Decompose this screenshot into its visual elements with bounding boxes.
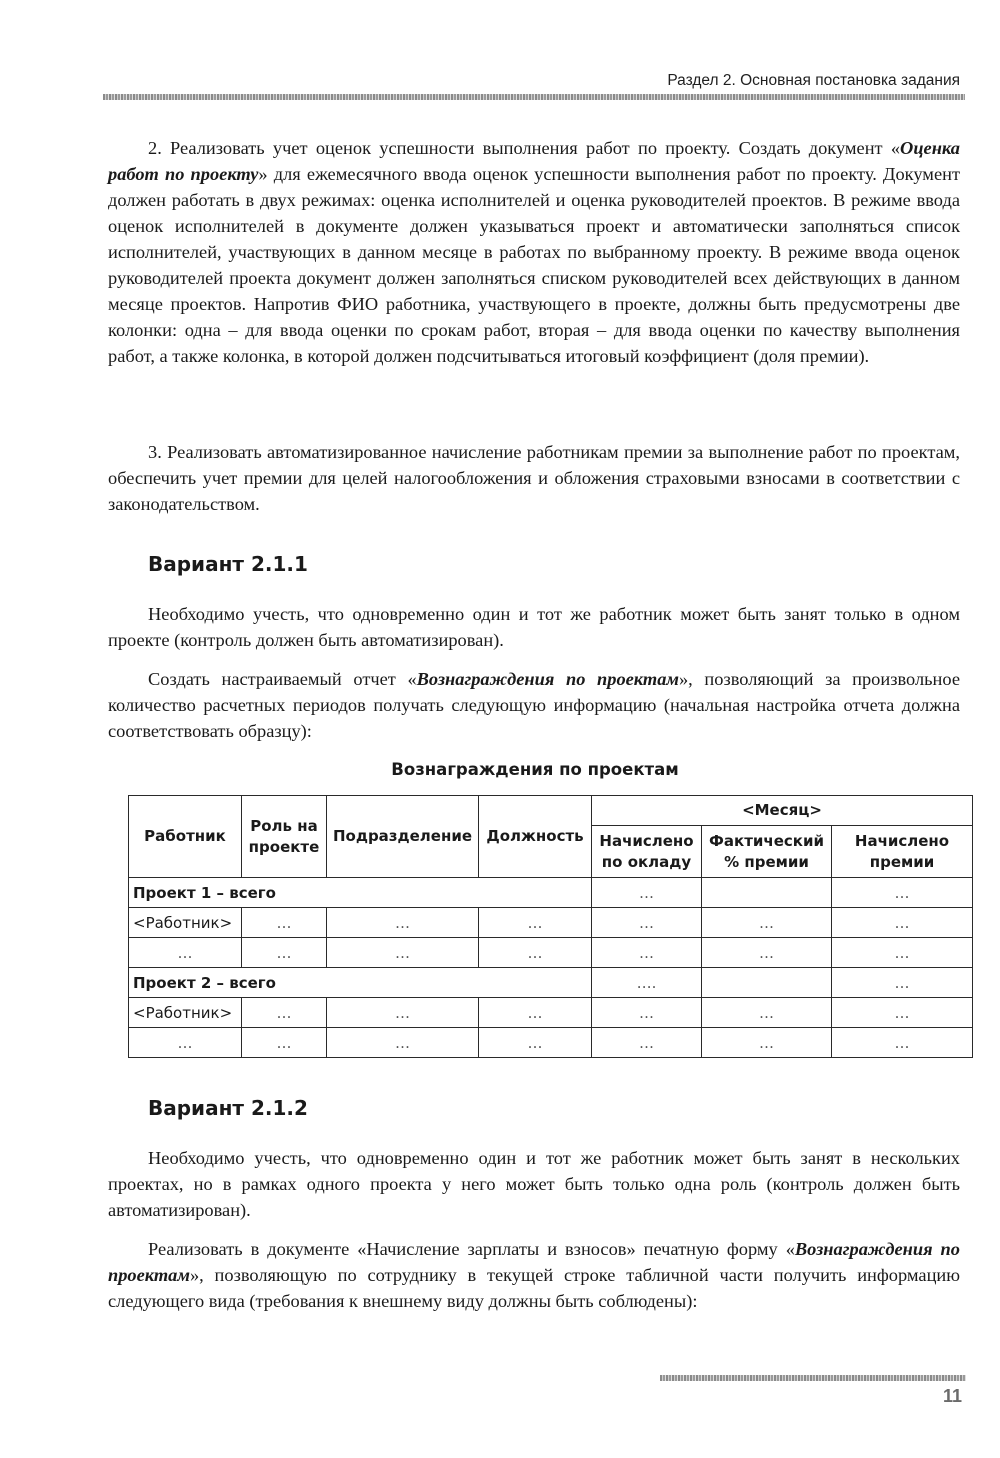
print-form-name: Вознаграждения по проектам xyxy=(108,1239,960,1285)
header-rule xyxy=(103,94,965,100)
table-row: … … … … … … … xyxy=(129,938,973,968)
table-row-group: Проект 2 – всего …. … xyxy=(129,968,973,998)
table-title: Вознаграждения по проектам xyxy=(391,760,679,779)
variant2-paragraph-1: Необходимо учесть, что одновременно один и тот же работник может быть занят в нескольких проектах, но в рамках одного проекта у него может быть только одна роль (контроль должен быть автоматизирован). xyxy=(108,1148,960,1220)
variant2-paragraph-2: Реализовать в документе «Начисление зарплаты и взносов» печатную форму «Вознаграждения по проектам», позволяющую по сотруднику в текущей строке табличной части получить информацию следующего вида (требования к внешнему виду должны быть соблюдены): xyxy=(108,1239,960,1311)
heading-variant-2-1-1: Вариант 2.1.1 xyxy=(148,552,308,576)
table-row: … … … … … … … xyxy=(129,1028,973,1058)
report-table xyxy=(128,795,973,1058)
table-row: <Работник> … … … … … … xyxy=(129,998,973,1028)
variant1-paragraph-2: Создать настраиваемый отчет «Вознаграждения по проектам», позволяющий за произвольное количество расчетных периодов получать следующую информацию (начальная настройка отчета должна соответствовать образцу): xyxy=(108,669,960,741)
footer-rule xyxy=(660,1375,966,1381)
header-salary: Начислено по окладу xyxy=(592,826,702,878)
running-head: Раздел 2. Основная постановка задания xyxy=(667,72,960,89)
paragraph-item-3: 3. Реализовать автоматизированное начисление работникам премии за выполнение работ по проектам, обеспечить учет премии для целей налогообложения и обложения страховыми взносами в соответствии с законодательством. xyxy=(108,442,960,514)
header-month: <Месяц> xyxy=(592,796,973,826)
document-name: Оценка работ по проекту xyxy=(108,138,960,184)
page-number: 11 xyxy=(942,1386,962,1406)
heading-variant-2-1-2: Вариант 2.1.2 xyxy=(148,1096,308,1120)
header-position: Должность xyxy=(479,796,592,878)
report-name: Вознаграждения по проектам xyxy=(416,669,679,689)
table-row: <Работник> … … … … … … xyxy=(129,908,973,938)
header-bonus-pct: Фактический % премии xyxy=(702,826,832,878)
table-row-group: Проект 1 – всего … … xyxy=(129,878,973,908)
header-role: Роль на проекте xyxy=(242,796,327,878)
paragraph-item-2: 2. Реализовать учет оценок успешности выполнения работ по проекту. Создать документ «Оценка работ по проекту» для ежемесячного ввода оценок успешности выполнения работ по проекту. Документ должен работать в двух режимах: оценка исполнителей и оценка руководителей проектов. В режиме ввода оценок исполнителей в документе должен указываться проект и автоматически заполняться список исполнителей, участвующих в данном месяце в работах по выбранному проекту. В режиме ввода оценок руководителей проекта документ должен заполняться списком руководителей всех действующих в данном месяце проектов. Напротив ФИО работника, участвующего в проекте, должны быть предусмотрены две колонки: одна – для ввода оценки по срокам работ, вторая – для ввода оценки по качеству выполнения работ, а также колонка, в которой должен подсчитываться итоговый коэффициент (доля премии). xyxy=(108,138,960,366)
header-bonus: Начислено премии xyxy=(832,826,973,878)
header-employee: Работник xyxy=(129,796,242,878)
variant1-paragraph-1: Необходимо учесть, что одновременно один и тот же работник может быть занят только в одном проекте (контроль должен быть автоматизирован). xyxy=(108,604,960,650)
header-department: Подразделение xyxy=(327,796,479,878)
